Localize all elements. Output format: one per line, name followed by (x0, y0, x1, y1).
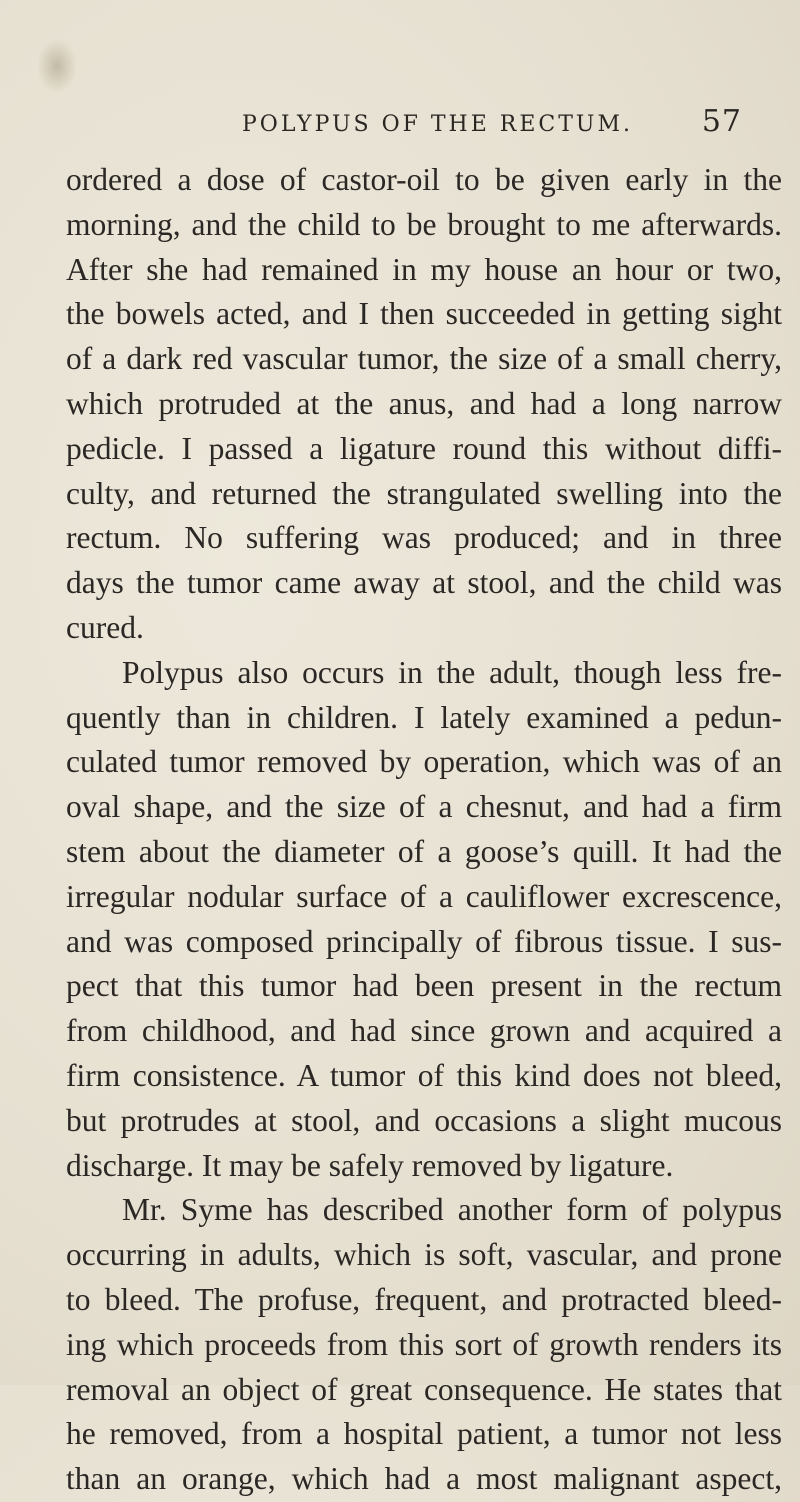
text-line: occurring in adults, which is soft, vascular, and prone (66, 1237, 782, 1273)
text-line: culty, and returned the strangulated swelling into the (66, 475, 782, 511)
text-line: ing which proceeds from this sort of growth renders its (66, 1326, 782, 1362)
text-line: ordered a dose of castor-oil to be given early in the (66, 162, 782, 197)
text-line: which protruded at the anus, and had a long narrow (66, 385, 782, 421)
text-line: quently than in children. I lately examined a pedun- (66, 699, 782, 735)
text-line: oval shape, and the size of a chesnut, and had a firm (66, 789, 782, 825)
text-line: of a dark red vascular tumor, the size of a small cherry, (66, 341, 782, 377)
text-line: After she had remained in my house an hour or two, (66, 251, 782, 287)
text-line: the bowels acted, and I then succeeded in getting sight (66, 296, 782, 332)
running-head (242, 104, 742, 144)
text-line: cured. (66, 609, 144, 645)
paper-stain (38, 40, 76, 92)
text-line: than an orange, which had a most malignant aspect, (66, 1461, 782, 1497)
text-line: rectum. No suffering was produced; and in three (66, 520, 782, 556)
text-line: days the tumor came away at stool, and the child was (66, 565, 782, 601)
text-line: and was composed principally of fibrous tissue. I sus- (66, 923, 782, 959)
text-line: culated tumor removed by operation, which was of an (66, 744, 782, 780)
text-line: pect that this tumor had been present in the rectum (66, 968, 782, 1004)
text-line: stem about the diameter of a goose’s quill. It had the (66, 833, 782, 869)
text-line: he removed, from a hospital patient, a tumor not less (66, 1416, 782, 1452)
text-line: irregular nodular surface of a cauliflower excrescence, (66, 878, 782, 914)
text-line: discharge. It may be safely removed by ligature. (66, 1147, 674, 1183)
body-text (66, 158, 782, 1502)
text-line: Mr. Syme has described another form of polypus (122, 1192, 782, 1228)
text-line: morning, and the child to be brought to me afterwards. (66, 206, 782, 242)
running-head-title: POLYPUS OF THE RECTUM. (242, 112, 633, 137)
text-line: firm consistence. A tumor of this kind does not bleed, (66, 1057, 782, 1093)
text-line: pedicle. I passed a ligature round this without diffi- (66, 430, 782, 466)
text-line: but protrudes at stool, and occasions a slight mucous (66, 1102, 782, 1138)
text-line: Polypus also occurs in the adult, though less fre- (122, 654, 782, 690)
text-line: to bleed. The profuse, frequent, and protracted bleed- (66, 1281, 782, 1317)
text-line: from childhood, and had since grown and acquired a (66, 1013, 782, 1049)
text-line: removal an object of great consequence. He states that (66, 1371, 782, 1407)
page-number: 57 (701, 104, 742, 139)
